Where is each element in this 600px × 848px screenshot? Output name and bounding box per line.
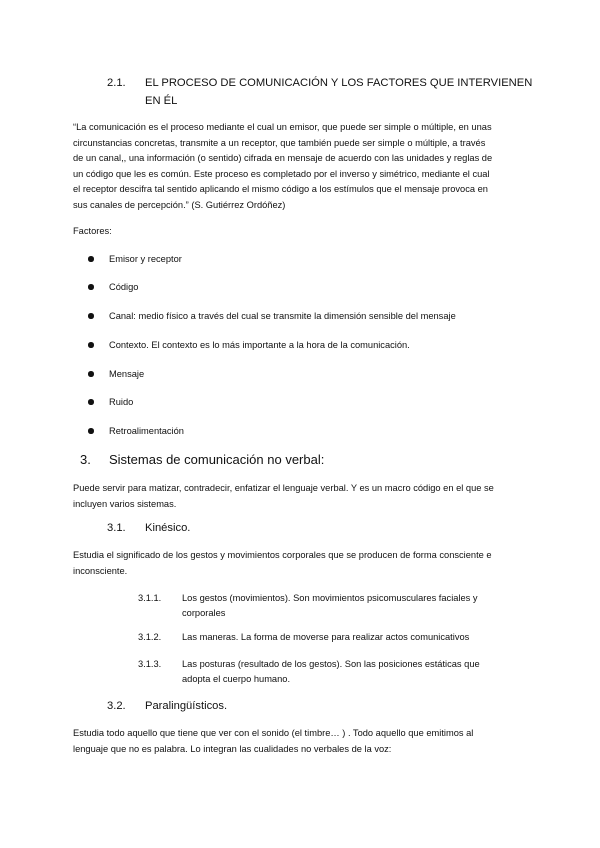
section-2-1-title-line2: EN ÉL bbox=[145, 95, 178, 107]
bullet-icon bbox=[88, 371, 94, 377]
paragraph-line: incluyen varios sistemas. bbox=[73, 498, 177, 509]
subsection-line: adopta el cuerpo humano. bbox=[182, 674, 291, 684]
quote-line: “La comunicación es el proceso mediante el cual un emisor, que puede ser simple o múltiple, en unas bbox=[73, 122, 492, 132]
list-item-text: Emisor y receptor bbox=[109, 254, 182, 264]
paragraph-line: Estudia el significado de los gestos y movimientos corporales que se producen de forma consciente e bbox=[73, 550, 492, 560]
subsection-text bbox=[182, 630, 469, 645]
section-2-1-title-line1: EL PROCESO DE COMUNICACIÓN Y LOS FACTORES QUE INTERVIENEN bbox=[145, 77, 533, 89]
quote-line: circunstancias concretas, transmite a un receptor, que también puede ser simple o múltiple, a través bbox=[73, 137, 486, 148]
bullet-icon bbox=[88, 399, 94, 405]
list-item-text: Mensaje bbox=[109, 369, 145, 379]
section-3-2-number: 3.2. bbox=[107, 700, 126, 712]
bullet-icon bbox=[88, 256, 94, 262]
paragraph-line: Puede servir para matizar, contradecir, enfatizar el lenguaje verbal. Y es un macro código en el que se bbox=[73, 483, 494, 493]
paragraph-line: Estudia todo aquello que tiene que ver con el sonido (el timbre… ) . Todo aquello que emitimos al bbox=[73, 728, 474, 738]
quote-line: sus canales de percepción.” (S. Gutiérrez Ordóñez) bbox=[73, 199, 286, 210]
bullet-icon bbox=[88, 313, 94, 319]
list-item-text: Contexto. El contexto es lo más importante a la hora de la comunicación. bbox=[109, 340, 410, 350]
quote-line: de un canal,, una información (o sentido) cifrada en mensaje de acuerdo con las unidades y reglas de bbox=[73, 153, 493, 164]
bullet-icon bbox=[88, 342, 94, 348]
bullet-icon bbox=[88, 284, 94, 290]
subsection-line: Las posturas (resultado de los gestos). Son las posiciones estáticas que bbox=[182, 659, 480, 669]
subsection-number: 3.1.1. bbox=[138, 593, 162, 603]
subsection-line: Las maneras. La forma de moverse para realizar actos comunicativos bbox=[182, 632, 470, 642]
section-3-2-intro bbox=[73, 726, 473, 757]
section-3-intro bbox=[73, 481, 494, 512]
factors-label: Factores: bbox=[73, 226, 112, 236]
bullet-icon bbox=[88, 428, 94, 434]
section-3-2-title: Paralingüísticos. bbox=[145, 700, 228, 712]
quote-line: un código que les es común. Este proceso es completado por el inverso y simétrico, mediante el cual bbox=[73, 168, 490, 179]
subsection-line: Los gestos (movimientos). Son movimientos psicomusculares faciales y bbox=[182, 593, 478, 603]
section-3-number: 3. bbox=[80, 452, 91, 467]
subsection-text bbox=[182, 591, 478, 621]
quote-line: el receptor descifra tal sentido aplicando el mismo código a los estímulos que el mensaje provoca en bbox=[73, 184, 488, 195]
list-item-text: Canal: medio físico a través del cual se transmite la dimensión sensible del mensaje bbox=[109, 311, 456, 321]
paragraph-line: lenguaje que no es palabra. Lo integran las cualidades no verbales de la voz: bbox=[73, 743, 392, 754]
section-3-1-number: 3.1. bbox=[107, 522, 126, 534]
section-2-1-number: 2.1. bbox=[107, 77, 126, 89]
list-item-text: Retroalimentación bbox=[109, 426, 184, 436]
list-item-text: Código bbox=[109, 282, 139, 292]
subsection-number: 3.1.3. bbox=[138, 659, 162, 669]
section-3-1-title: Kinésico. bbox=[145, 522, 191, 534]
paragraph-line: inconsciente. bbox=[73, 565, 128, 576]
quote-paragraph bbox=[73, 120, 543, 214]
subsection-line: corporales bbox=[182, 608, 226, 618]
section-3-title: Sistemas de comunicación no verbal: bbox=[109, 452, 325, 467]
list-item-text: Ruido bbox=[109, 397, 134, 407]
subsection-number: 3.1.2. bbox=[138, 632, 162, 642]
subsection-text bbox=[182, 657, 480, 687]
section-3-1-intro bbox=[73, 548, 492, 579]
